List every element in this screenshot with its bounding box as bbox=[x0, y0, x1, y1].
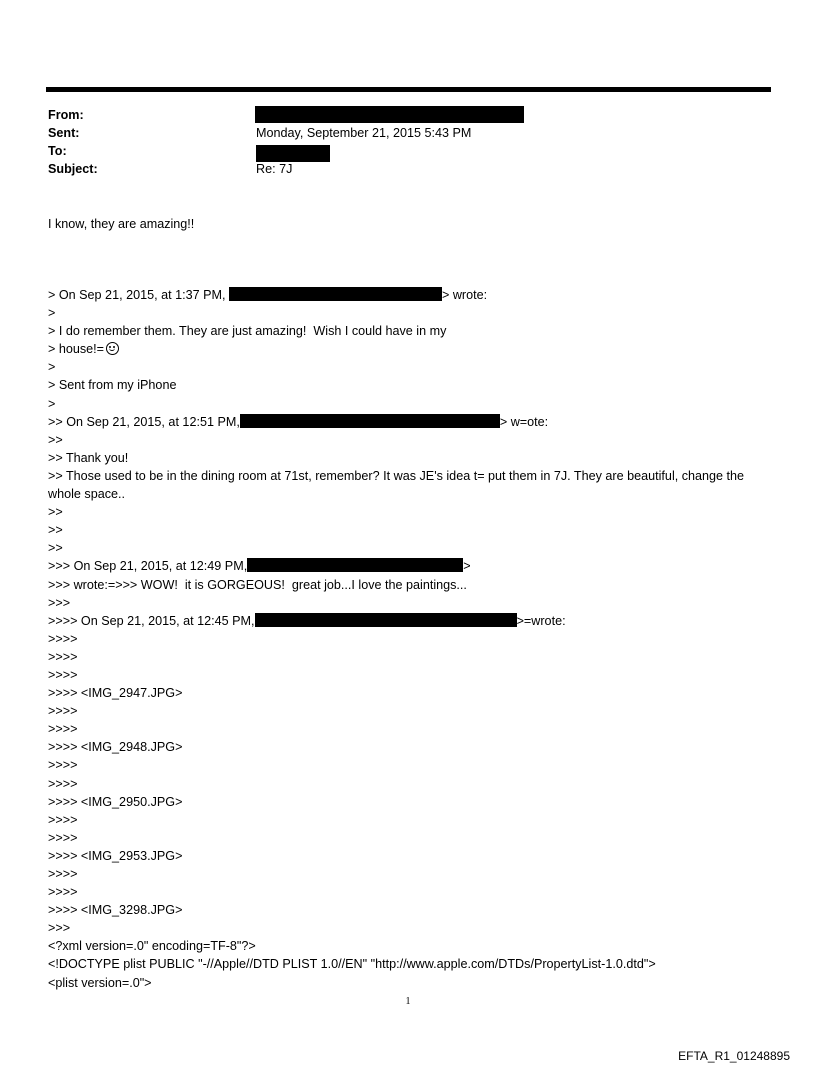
quote-line: > I do remember them. They are just amazing! Wish I could have in my bbox=[48, 324, 447, 339]
quote-line: >>>> bbox=[48, 631, 78, 646]
quote-line: >> bbox=[48, 523, 63, 538]
quote-line: >>>> bbox=[48, 885, 78, 900]
attachment-line: >>>> <IMG_2953.JPG> bbox=[48, 848, 183, 863]
quote-header-3-wrote: > bbox=[463, 559, 471, 574]
quote-line-text: > house!= bbox=[48, 342, 105, 357]
quote-line: > Sent from my iPhone bbox=[48, 378, 177, 393]
quote-line: >>>> bbox=[48, 812, 78, 827]
quote-line: >> Thank you! bbox=[48, 450, 129, 465]
quote-line: >>>> bbox=[48, 649, 78, 664]
quote-header-4-wrote: >=wrote: bbox=[516, 613, 566, 628]
quote-line: > bbox=[48, 396, 56, 411]
quote-line: >> bbox=[48, 541, 63, 556]
quote-line: > bbox=[48, 306, 56, 321]
quote-header-2-text: >> On Sep 21, 2015, at 12:51 PM, bbox=[48, 414, 240, 429]
reply-text bbox=[48, 215, 773, 233]
subject-value: Re: 7J bbox=[256, 162, 293, 176]
quote-header-1-wrote: > wrote: bbox=[441, 288, 488, 302]
smiley-icon bbox=[106, 342, 119, 355]
xml-line: <?xml version=.0" encoding=TF-8"?> bbox=[48, 939, 256, 954]
quote-line: >> bbox=[48, 432, 63, 447]
redacted-to bbox=[256, 145, 330, 162]
redacted-sender-4 bbox=[255, 613, 517, 627]
reply-line: I know, they are amazing!! bbox=[48, 217, 195, 231]
quote-line: >>> bbox=[48, 595, 71, 610]
subject-label: Subject: bbox=[48, 162, 98, 176]
quote-line: >>> bbox=[48, 921, 71, 936]
quote-line: > bbox=[48, 360, 56, 375]
header-rule bbox=[46, 87, 771, 92]
sent-value: Monday, September 21, 2015 5:43 PM bbox=[256, 126, 472, 140]
quote-line: >>>> bbox=[48, 867, 78, 881]
quote-line: >>>> bbox=[48, 758, 78, 773]
quote-header-2 bbox=[48, 413, 773, 431]
attachment-line: >>>> <IMG_2950.JPG> bbox=[48, 794, 183, 809]
sent-label: Sent: bbox=[48, 126, 80, 140]
redacted-from bbox=[255, 106, 524, 123]
quoted-thread bbox=[48, 286, 773, 992]
quote-line: >>>> bbox=[48, 830, 78, 845]
redacted-sender-3 bbox=[247, 558, 463, 572]
quote-line: >>>> bbox=[48, 704, 78, 719]
quote-line: >>>> bbox=[48, 722, 78, 737]
quote-line: >>>> bbox=[48, 776, 78, 791]
quote-header-3-text: >>> On Sep 21, 2015, at 12:49 PM, bbox=[48, 559, 248, 574]
to-label: To: bbox=[48, 144, 67, 158]
attachment-line: >>>> <IMG_2948.JPG> bbox=[48, 740, 183, 755]
document-id: EFTA_R1_01248895 bbox=[678, 1049, 790, 1063]
attachment-line: >>>> <IMG_3298.JPG> bbox=[48, 903, 183, 918]
page-number: 1 bbox=[405, 996, 411, 1007]
quote-header-2-wrote: > w=ote: bbox=[499, 414, 549, 429]
quote-line: >>>> bbox=[48, 667, 78, 682]
quote-line: >>> wrote:=>>> WOW! it is GORGEOUS! great job...I love the paintings... bbox=[48, 577, 467, 592]
quote-line: >> bbox=[48, 505, 63, 520]
quote-header-1 bbox=[48, 286, 773, 304]
redacted-sender-2 bbox=[240, 414, 500, 428]
quote-line bbox=[48, 340, 773, 358]
quote-header-4 bbox=[48, 612, 773, 630]
quote-header-4-text: >>>> On Sep 21, 2015, at 12:45 PM, bbox=[48, 613, 255, 628]
xml-line: <plist version=.0"> bbox=[48, 975, 152, 990]
attachment-line: >>>> <IMG_2947.JPG> bbox=[48, 686, 183, 701]
xml-line: <!DOCTYPE plist PUBLIC "-//Apple//DTD PLIST 1.0//EN" "http://www.apple.com/DTDs/PropertyList-1.0.dtd"> bbox=[48, 957, 656, 972]
redacted-sender-1 bbox=[229, 287, 442, 301]
quote-line: >> Those used to be in the dining room at 71st, remember? It was JE's idea t= put them in 7J. They are beautiful, change the whole space.. bbox=[48, 468, 745, 502]
from-label: From: bbox=[48, 108, 84, 122]
quote-header-3 bbox=[48, 557, 773, 575]
quote-header-1-text: > On Sep 21, 2015, at 1:37 PM, bbox=[48, 288, 226, 302]
